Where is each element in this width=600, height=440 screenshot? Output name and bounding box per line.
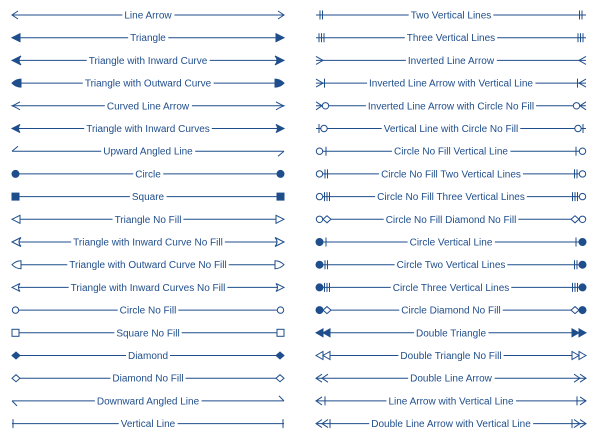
connector-label: Diamond No Fill	[112, 373, 184, 385]
connector-label: Inverted Line Arrow	[407, 55, 495, 67]
connector-label: Upward Angled Line	[103, 146, 193, 158]
end-marker-icon	[276, 375, 284, 382]
connector-sample-row	[12, 238, 284, 249]
connector-sample-row	[316, 374, 586, 385]
connector-sample-row	[12, 215, 284, 226]
start-marker-icon	[12, 307, 18, 313]
connector-label: Line Arrow	[124, 10, 172, 22]
end-marker-icon	[276, 34, 284, 42]
end-marker-icon	[572, 329, 586, 337]
end-marker-icon	[572, 352, 586, 360]
start-marker-icon	[316, 329, 330, 337]
connector-sample-row	[316, 169, 586, 180]
connector-sample-row	[12, 374, 284, 385]
connector-label: Circle No Fill Vertical Line	[394, 146, 508, 158]
start-marker-icon	[12, 352, 20, 359]
connector-label: Triangle with Outward Curve	[84, 78, 212, 90]
connector-label: Triangle with Inward Curves	[86, 124, 210, 135]
connector-sample-row	[12, 146, 284, 158]
connector-label: Double Triangle	[415, 328, 487, 340]
connector-label: Triangle with Inward Curve	[88, 55, 208, 67]
start-marker-icon	[12, 146, 18, 151]
connector-label: Vertical Line with Circle No Fill	[383, 124, 519, 135]
connector-sample-row	[12, 351, 284, 362]
connector-label: Circle No Fill Diamond No Fill	[385, 214, 517, 226]
connector-sample-row	[316, 260, 586, 271]
end-marker-icon	[573, 283, 587, 292]
connector-sample-row	[316, 79, 586, 90]
connector-sample-row	[316, 283, 586, 294]
start-marker-icon	[12, 79, 21, 87]
start-marker-icon	[12, 375, 20, 382]
start-marker-icon	[316, 283, 330, 292]
connector-label: Curved Line Arrow	[106, 101, 190, 113]
connector-label: Inverted Line Arrow with Vertical Line	[369, 78, 533, 90]
connector-sample-row	[316, 33, 586, 44]
connector-label: Circle Vertical Line	[409, 237, 493, 249]
start-marker-icon	[316, 352, 330, 360]
start-marker-icon	[12, 283, 20, 291]
connector-label: Two Vertical Lines	[410, 10, 492, 22]
connector-sample-row	[316, 124, 586, 135]
end-marker-icon	[278, 151, 284, 156]
connector-sample-row	[316, 419, 586, 430]
start-marker-icon	[12, 125, 20, 133]
connector-label: Double Triangle No Fill	[400, 351, 502, 362]
connector-sample-row	[316, 328, 586, 339]
end-marker-icon	[275, 261, 284, 269]
connector-label: Circle No Fill Two Vertical Lines	[381, 169, 521, 181]
start-marker-icon	[12, 170, 19, 177]
connector-label: Three Vertical Lines	[406, 33, 496, 45]
connector-sample-row	[316, 238, 586, 249]
connector-sample-row	[316, 192, 586, 203]
connector-label: Triangle with Inward Curve No Fill	[73, 237, 223, 249]
connector-sample-row	[316, 351, 586, 362]
end-marker-icon	[277, 307, 283, 313]
connector-sample-row	[12, 79, 284, 90]
connector-label: Square No Fill	[116, 328, 180, 340]
connector-label: Triangle	[130, 33, 166, 45]
end-marker-icon	[276, 352, 284, 359]
connector-sample-row	[12, 101, 284, 112]
end-marker-icon	[277, 329, 284, 336]
connector-sample-row	[316, 147, 586, 158]
connector-label: Diamond	[127, 351, 169, 362]
connector-sample-row	[12, 396, 284, 408]
end-marker-icon	[571, 307, 586, 314]
connector-sample-row	[12, 306, 284, 317]
connector-sample-row	[12, 56, 284, 67]
end-marker-icon	[275, 79, 284, 87]
connector-sample-row	[12, 11, 284, 22]
connector-label: Downward Angled Line	[96, 396, 200, 408]
connector-label: Vertical Line	[120, 419, 176, 431]
connector-label: Line Arrow with Vertical Line	[388, 396, 514, 408]
connector-sample-row	[12, 33, 284, 44]
connector-sample-row	[12, 328, 284, 339]
connector-label: Circle No Fill Three Vertical Lines	[377, 192, 525, 204]
connector-sample-row	[12, 260, 284, 271]
end-marker-icon	[276, 125, 284, 133]
connector-label: Circle Three Vertical Lines	[392, 282, 510, 294]
connector-sample-row	[12, 192, 284, 203]
connector-label: Triangle No Fill	[114, 214, 182, 226]
connector-label: Circle Diamond No Fill	[401, 305, 501, 317]
end-marker-icon	[276, 283, 284, 291]
connector-label: Double Line Arrow with Vertical Line	[371, 419, 531, 431]
end-marker-icon	[277, 170, 284, 177]
connector-sample-row	[12, 283, 284, 294]
connector-sample-row	[316, 306, 586, 317]
start-marker-icon	[12, 215, 20, 223]
connector-sample-row	[316, 215, 586, 226]
connector-label: Circle Two Vertical Lines	[396, 260, 506, 272]
connector-label: Inverted Line Arrow with Circle No Fill	[367, 101, 535, 113]
connector-sample-row	[316, 396, 586, 407]
connector-sample-row	[12, 169, 284, 180]
start-marker-icon	[12, 261, 21, 269]
connector-sample-row	[316, 56, 586, 67]
start-marker-icon	[12, 34, 20, 42]
end-marker-icon	[277, 193, 284, 200]
connector-label: Circle No Fill	[119, 305, 177, 317]
end-marker-icon	[571, 216, 586, 223]
connector-label: Square	[131, 192, 165, 204]
connector-label: Circle	[135, 169, 161, 181]
start-marker-icon	[12, 329, 19, 336]
connector-label: Triangle with Outward Curve No Fill	[69, 260, 227, 272]
connector-label: Triangle with Inward Curves No Fill	[70, 282, 226, 294]
start-marker-icon	[12, 193, 19, 200]
connector-sample-row	[316, 11, 586, 22]
end-marker-icon	[276, 215, 284, 223]
connector-label: Double Line Arrow	[410, 373, 492, 385]
end-marker-icon	[279, 396, 284, 401]
start-marker-icon	[316, 216, 331, 223]
connector-sample-row	[12, 419, 284, 430]
start-marker-icon	[12, 401, 17, 406]
connector-sample-row	[316, 101, 586, 112]
start-marker-icon	[316, 307, 331, 314]
connector-sample-row	[12, 124, 284, 135]
